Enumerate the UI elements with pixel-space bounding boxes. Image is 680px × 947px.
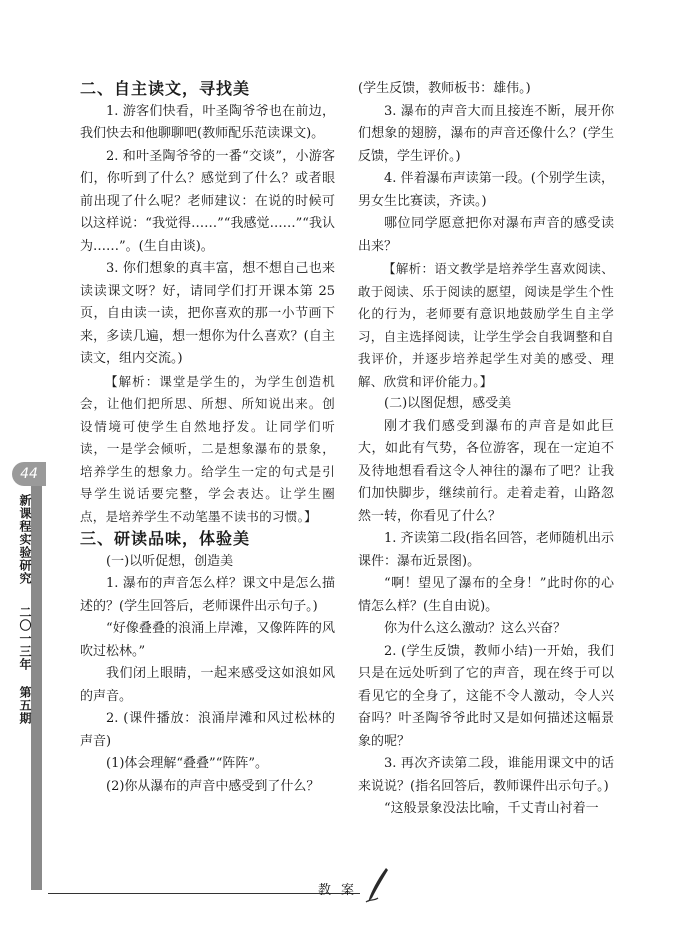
- paragraph: (2)你从瀑布的声音中感受到了什么？: [106, 778, 320, 794]
- left-column: [80, 78, 335, 798]
- quote: “好像叠叠的浪涌上岸滩，又像阵阵的风吹过松林。”: [80, 621, 335, 659]
- subsection-heading: (一)以听促想，创造美: [106, 553, 234, 569]
- paragraph: 2. (学生反馈，教师小结)一开始，我们只是在远处听到了它的声音，现在终于可以看见它的全身了，这能不令人激动，令人兴奋吗？叶圣陶爷爷此时又是如何描述这幅景象的呢？: [358, 643, 614, 749]
- section-heading-3: 三、研读品味，体验美: [80, 529, 251, 548]
- paragraph: “啊！望见了瀑布的全身！”此时你的心情怎么样？(生自由说)。: [358, 576, 614, 614]
- section-heading-2: 二、自主读文，寻找美: [80, 79, 251, 98]
- paragraph: 3. 瀑布的声音大而且接连不断，展开你们想象的翅膀，瀑布的声音还像什么？(学生反馈，学生评价。): [358, 103, 614, 164]
- paragraph: 你为什么这么激动？这么兴奋？: [384, 621, 567, 636]
- paragraph: 4. 伴着瀑布声读第一段。(个别学生读，男女生比赛读，齐读。): [358, 171, 614, 209]
- paragraph: 3. 再次齐读第二段，谁能用课文中的话来说说？(指名回答后，教师课件出示句子。): [358, 756, 614, 794]
- footer-label: 教案: [318, 883, 365, 898]
- footer-rule: [48, 893, 360, 894]
- journal-issue: 二〇一三年 第五期: [18, 606, 32, 725]
- pen-nib-icon: [364, 866, 390, 904]
- paragraph: 1. 游客们快看，叶圣陶爷爷也在前边，我们快去和他聊聊吧(教师配乐范读课文)。: [80, 103, 335, 141]
- paragraph: 刚才我们感受到瀑布的声音是如此巨大，如此有气势，各位游客，现在一定迫不及待地想看看这令人神往的瀑布了吧？让我们加快脚步，继续前行。走着走着，山路忽然一转，你看见了什么？: [358, 418, 614, 524]
- page-number: 44: [20, 466, 38, 482]
- journal-name: 新课程实验研究: [18, 494, 32, 585]
- paragraph: 2. 和叶圣陶爷爷的一番“交谈”，小游客们，你听到了什么？感觉到了什么？或者眼前出现了什么呢？老师建议：在说的时候可以这样说：“我觉得……”“我感觉……”“我认为……”。(生自由谈)。: [80, 148, 335, 254]
- paragraph: 1. 齐读第二段(指名回答，老师随机出示课件：瀑布近景图)。: [358, 531, 614, 569]
- paragraph: (1)体会理解“叠叠”“阵阵”。: [106, 756, 268, 771]
- paragraph: 1. 瀑布的声音怎么样？课文中是怎么描述的？(学生回答后，老师课件出示句子。): [80, 576, 335, 614]
- paragraph: 我们闭上眼睛，一起来感受这如浪如风的声音。: [80, 666, 335, 704]
- analysis-note: 【解析：课堂是学生的，为学生创造机会，让他们把所思、所想、所知说出来。创设情境可使学生自然地抒发。让同学们听读，一是学会倾听，二是想象瀑布的景象，培养学生的想象力。给学生一定的句式是引导学生说话要完整，学会表达。让学生圈点，是培养学生不动笔墨不读书的习惯。】: [80, 373, 335, 524]
- paragraph: 3. 你们想象的真丰富，想不想自己也来读读课文呀？好，请同学们打开课本第 25 页，自由读一读，把你喜欢的那一小节画下来，多读几遍，想一想你为什么喜欢？(自主读文，组内交流。): [80, 261, 335, 366]
- analysis-note: 【解析：语文教学是培养学生喜欢阅读、敢于阅读、乐于阅读的愿望，阅读是学生个性化的行为，老师要有意识地鼓励学生自主学习，自主选择阅读，让学生学会自我调整和自我评价，并逐步培养起学生对美的感受、理解、欣赏和评价能力。】: [358, 261, 615, 389]
- quote: “这般景象没法比喻，千丈青山衬着一: [384, 801, 599, 816]
- article-body: [80, 78, 630, 878]
- paragraph: 哪位同学愿意把你对瀑布声音的感受读出来？: [358, 216, 614, 254]
- subsection-heading: (二)以图促想，感受美: [384, 396, 512, 411]
- paragraph: 2. (课件播放：浪涌岸滩和风过松林的声音): [80, 711, 335, 749]
- right-column: [358, 78, 614, 821]
- paragraph: (学生反馈，教师板书：雄伟。): [358, 81, 531, 96]
